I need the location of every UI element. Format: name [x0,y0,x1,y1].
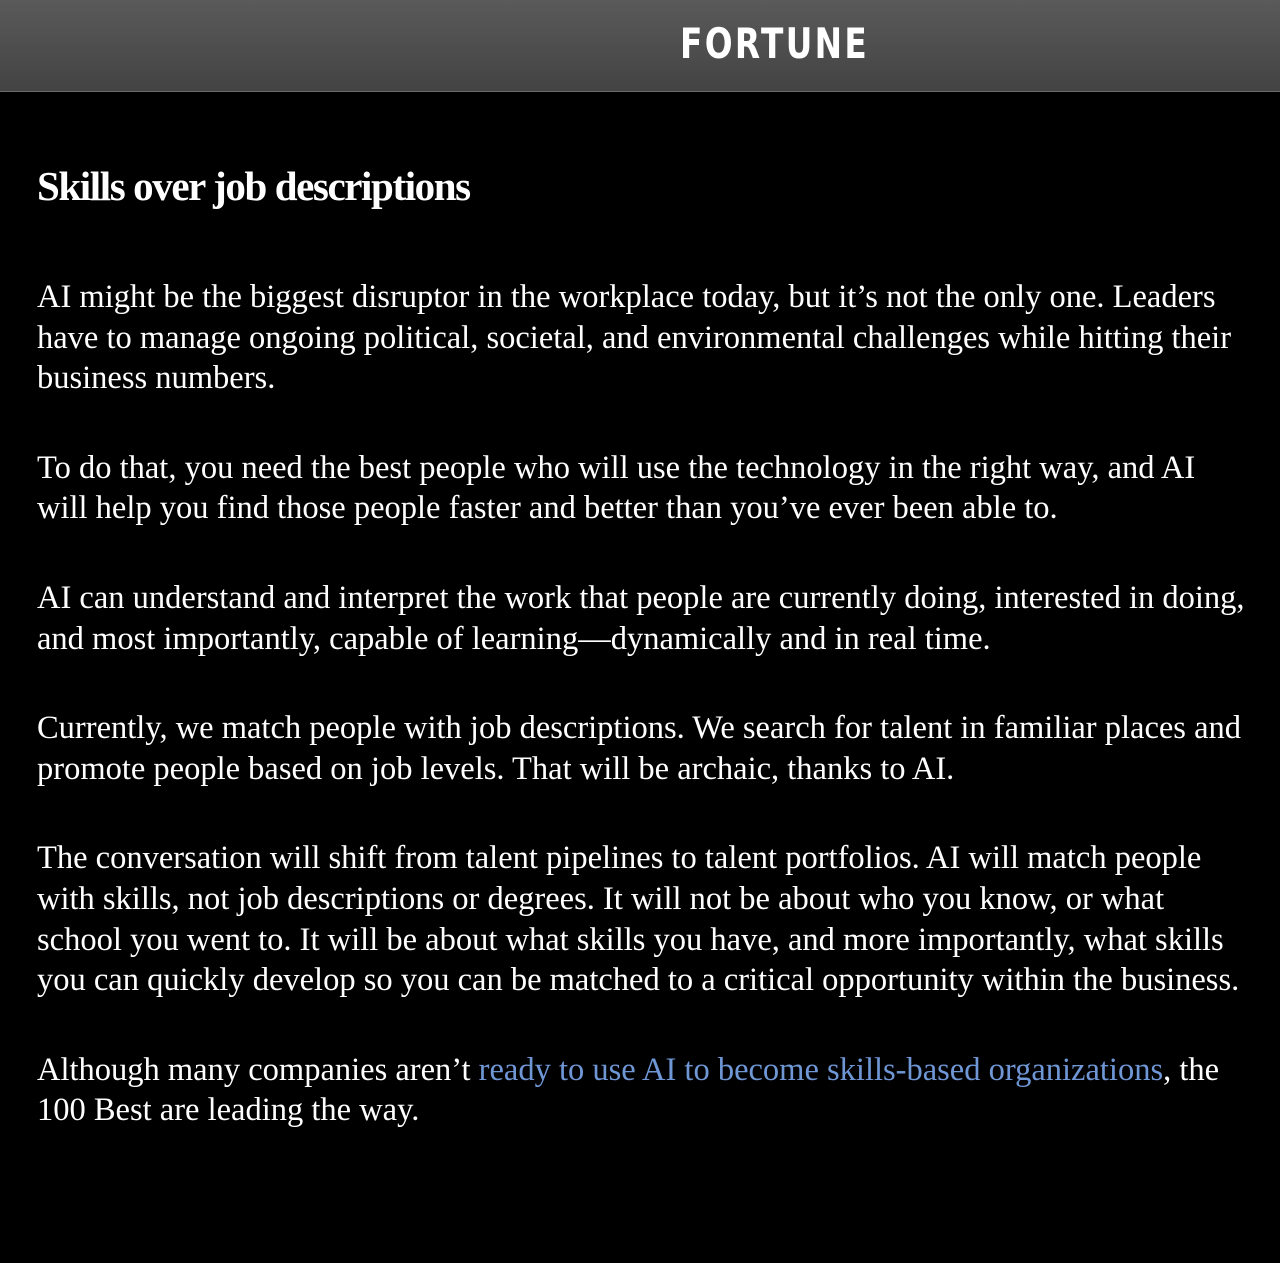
paragraph-3: AI can understand and interpret the work that people are currently doing, interested in doing, and most importantly, capable of learning—dynamically and in real time. [37,579,1245,657]
paragraph-2: To do that, you need the best people who will use the technology in the right way, and AI will help you find those people faster and better than you’ve ever been able to. [37,449,1196,527]
paragraph-6-lead-text: Although many companies aren’t [37,1051,479,1088]
skills-based-organizations-link[interactable]: ready to use AI to become skills-based organizations [478,1051,1164,1088]
fortune-logo[interactable]: FORTUNE [680,19,870,68]
paragraph-5: The conversation will shift from talent pipelines to talent portfolios. AI will match people with skills, not job descriptions or degrees. It will not be about who you know, or what school you went to. It will be about what skills you have, and more importantly, what skills you can quickly develop so you can be matched to a critical opportunity within the business. [37,840,1240,999]
paragraph-4: Currently, we match people with job descriptions. We search for talent in familiar places and promote people based on job levels. That will be archaic, thanks to AI. [37,710,1242,787]
paragraph-6 [37,1050,1247,1131]
paragraph-6-trailing-text: , the 100 Best are leading the way. [37,1051,1220,1129]
top-header-bar [0,0,1280,92]
section-heading: Skills over job descriptions [37,163,470,209]
article-body [37,158,1247,1131]
paragraph-1: AI might be the biggest disruptor in the workplace today, but it’s not the only one. Leaders have to manage ongoing political, societal, and environmental challenges while hitting their business numbers. [37,279,1232,397]
